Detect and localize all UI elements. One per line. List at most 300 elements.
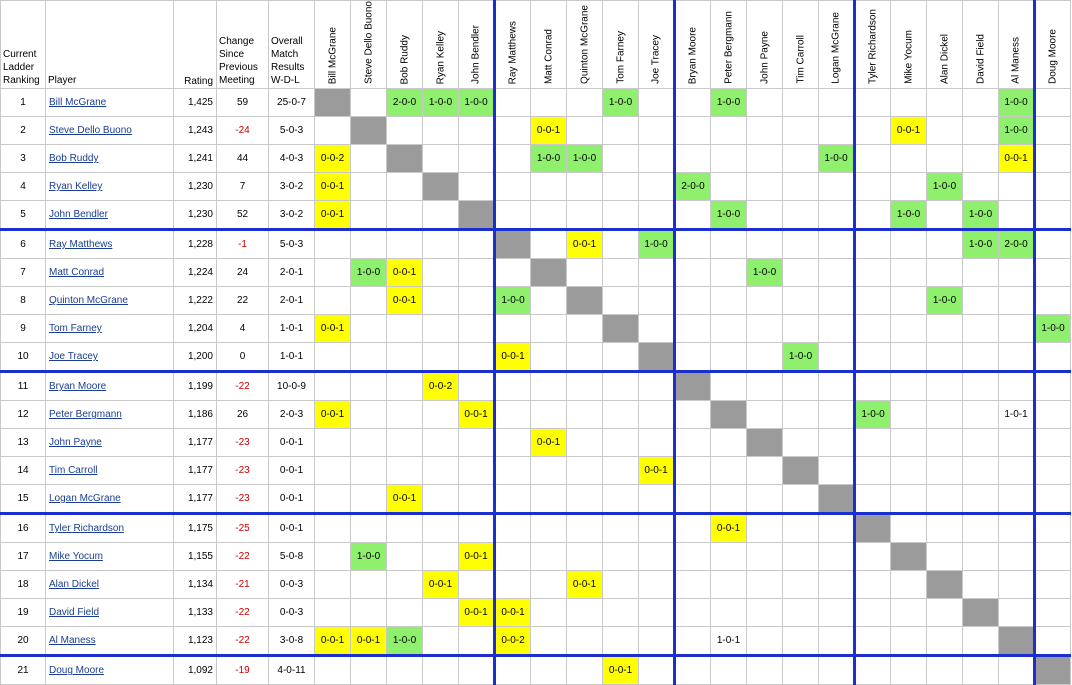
empty-cell <box>423 656 459 685</box>
empty-cell <box>891 343 927 372</box>
empty-cell <box>855 259 891 287</box>
match-result-cell: 1-0-0 <box>999 89 1035 117</box>
empty-cell <box>963 543 999 571</box>
opponent-name: Ryan Kelley <box>435 30 446 84</box>
empty-cell <box>495 259 531 287</box>
empty-cell <box>351 173 387 201</box>
empty-cell <box>963 259 999 287</box>
empty-cell <box>999 372 1035 401</box>
empty-cell <box>495 514 531 543</box>
player-link[interactable]: Ryan Kelley <box>49 181 103 192</box>
player-link[interactable]: Tom Farney <box>49 323 102 334</box>
rank-cell: 18 <box>1 571 46 599</box>
empty-cell <box>675 145 711 173</box>
empty-cell <box>927 429 963 457</box>
empty-cell <box>711 145 747 173</box>
player-cell <box>46 627 174 656</box>
player-link[interactable]: Peter Bergmann <box>49 409 122 420</box>
self-match-cell <box>711 401 747 429</box>
empty-cell <box>567 543 603 571</box>
opponent-header <box>675 1 711 89</box>
empty-cell <box>819 514 855 543</box>
empty-cell <box>783 372 819 401</box>
self-match-cell <box>351 117 387 145</box>
match-result-cell: 1-0-0 <box>927 173 963 201</box>
empty-cell <box>963 343 999 372</box>
empty-cell <box>747 457 783 485</box>
empty-cell <box>819 656 855 685</box>
empty-cell <box>999 514 1035 543</box>
opponent-header <box>315 1 351 89</box>
record-cell: 0-0-1 <box>269 429 315 457</box>
empty-cell <box>963 514 999 543</box>
empty-cell <box>783 315 819 343</box>
player-link[interactable]: Tim Carroll <box>49 465 98 476</box>
empty-cell <box>711 259 747 287</box>
empty-cell <box>495 485 531 514</box>
empty-cell <box>603 117 639 145</box>
empty-cell <box>927 230 963 259</box>
empty-cell <box>567 599 603 627</box>
empty-cell <box>567 372 603 401</box>
empty-cell <box>783 627 819 656</box>
rating-cell: 1,241 <box>174 145 217 173</box>
header-row <box>1 1 1071 89</box>
opponent-name: Mike Yocum <box>903 30 914 84</box>
opponent-header <box>351 1 387 89</box>
empty-cell <box>819 627 855 656</box>
empty-cell <box>567 429 603 457</box>
opponent-header <box>999 1 1035 89</box>
empty-cell <box>963 117 999 145</box>
empty-cell <box>855 457 891 485</box>
empty-cell <box>639 315 675 343</box>
empty-cell <box>855 287 891 315</box>
rank-cell: 15 <box>1 485 46 514</box>
empty-cell <box>783 485 819 514</box>
record-cell: 3-0-2 <box>269 173 315 201</box>
empty-cell <box>999 656 1035 685</box>
self-match-cell <box>1035 656 1071 685</box>
empty-cell <box>1035 429 1071 457</box>
table-row <box>1 599 1071 627</box>
player-cell <box>46 571 174 599</box>
empty-cell <box>675 343 711 372</box>
self-match-cell <box>999 627 1035 656</box>
empty-cell <box>495 117 531 145</box>
record-cell: 0-0-1 <box>269 514 315 543</box>
empty-cell <box>495 201 531 230</box>
empty-cell <box>387 429 423 457</box>
empty-cell <box>1035 485 1071 514</box>
player-link[interactable]: Ray Matthews <box>49 239 113 250</box>
empty-cell <box>567 89 603 117</box>
empty-cell <box>891 429 927 457</box>
empty-cell <box>459 259 495 287</box>
self-match-cell <box>423 173 459 201</box>
empty-cell <box>819 429 855 457</box>
empty-cell <box>1035 287 1071 315</box>
empty-cell <box>603 429 639 457</box>
empty-cell <box>855 117 891 145</box>
empty-cell <box>531 89 567 117</box>
player-cell <box>46 457 174 485</box>
empty-cell <box>927 627 963 656</box>
empty-cell <box>891 401 927 429</box>
empty-cell <box>603 287 639 315</box>
match-result-cell: 0-0-1 <box>711 514 747 543</box>
change-cell: -23 <box>217 429 269 457</box>
empty-cell <box>1035 173 1071 201</box>
empty-cell <box>639 429 675 457</box>
empty-cell <box>963 627 999 656</box>
player-link[interactable]: Bryan Moore <box>49 381 107 392</box>
empty-cell <box>819 230 855 259</box>
opponent-name: Quinton McGrane <box>579 5 590 84</box>
empty-cell <box>315 543 351 571</box>
empty-cell <box>423 315 459 343</box>
self-match-cell <box>495 230 531 259</box>
match-result-cell: 0-0-1 <box>423 571 459 599</box>
match-result-cell: 0-0-1 <box>459 599 495 627</box>
empty-cell <box>927 401 963 429</box>
player-cell <box>46 201 174 230</box>
empty-cell <box>711 485 747 514</box>
self-match-cell <box>387 145 423 173</box>
empty-cell <box>423 343 459 372</box>
empty-cell <box>999 343 1035 372</box>
empty-cell <box>351 571 387 599</box>
player-cell <box>46 372 174 401</box>
empty-cell <box>999 571 1035 599</box>
empty-cell <box>747 230 783 259</box>
empty-cell <box>315 514 351 543</box>
empty-cell <box>567 485 603 514</box>
self-match-cell <box>927 571 963 599</box>
rank-cell: 14 <box>1 457 46 485</box>
empty-cell <box>351 656 387 685</box>
opponent-header <box>1035 1 1071 89</box>
empty-cell <box>891 287 927 315</box>
record-cell: 0-0-1 <box>269 457 315 485</box>
self-match-cell <box>603 315 639 343</box>
match-result-cell: 1-0-1 <box>711 627 747 656</box>
match-result-cell: 0-0-2 <box>315 145 351 173</box>
player-link[interactable]: Bob Ruddy <box>49 153 99 164</box>
empty-cell <box>711 656 747 685</box>
match-result-cell: 1-0-0 <box>711 89 747 117</box>
match-result-cell: 1-0-0 <box>783 343 819 372</box>
rank-cell: 10 <box>1 343 46 372</box>
empty-cell <box>567 656 603 685</box>
opponent-name: David Field <box>975 33 986 84</box>
opponent-name: Joe Tracey <box>650 35 662 84</box>
rank-cell: 11 <box>1 372 46 401</box>
empty-cell <box>387 173 423 201</box>
empty-cell <box>531 571 567 599</box>
self-match-cell <box>891 543 927 571</box>
empty-cell <box>747 117 783 145</box>
empty-cell <box>999 429 1035 457</box>
empty-cell <box>783 230 819 259</box>
record-cell: 0-0-1 <box>269 485 315 514</box>
player-link[interactable]: Doug Moore <box>49 665 105 676</box>
rating-cell: 1,222 <box>174 287 217 315</box>
empty-cell <box>351 287 387 315</box>
record-cell: 2-0-3 <box>269 401 315 429</box>
opponent-header <box>639 1 675 89</box>
empty-cell <box>999 201 1035 230</box>
empty-cell <box>1035 117 1071 145</box>
empty-cell <box>603 401 639 429</box>
empty-cell <box>351 514 387 543</box>
player-cell <box>46 315 174 343</box>
player-cell <box>46 429 174 457</box>
empty-cell <box>351 343 387 372</box>
empty-cell <box>603 173 639 201</box>
record-cell: 5-0-3 <box>269 117 315 145</box>
empty-cell <box>423 514 459 543</box>
empty-cell <box>459 514 495 543</box>
player-link[interactable]: Quinton McGrane <box>49 295 128 306</box>
player-cell <box>46 599 174 627</box>
rank-cell: 13 <box>1 429 46 457</box>
empty-cell <box>675 485 711 514</box>
record-cell: 1-0-1 <box>269 315 315 343</box>
empty-cell <box>351 401 387 429</box>
player-cell <box>46 173 174 201</box>
change-cell: 22 <box>217 287 269 315</box>
record-cell: 5-0-3 <box>269 230 315 259</box>
empty-cell <box>927 372 963 401</box>
change-cell: -21 <box>217 571 269 599</box>
player-cell <box>46 230 174 259</box>
empty-cell <box>639 627 675 656</box>
empty-cell <box>783 173 819 201</box>
table-row <box>1 145 1071 173</box>
empty-cell <box>855 372 891 401</box>
empty-cell <box>675 656 711 685</box>
rating-cell: 1,200 <box>174 343 217 372</box>
self-match-cell <box>531 259 567 287</box>
rank-cell: 12 <box>1 401 46 429</box>
match-result-cell: 1-0-0 <box>711 201 747 230</box>
player-link[interactable]: Logan McGrane <box>49 493 121 504</box>
empty-cell <box>387 543 423 571</box>
player-cell <box>46 656 174 685</box>
match-result-cell: 0-0-1 <box>567 230 603 259</box>
empty-cell <box>819 89 855 117</box>
empty-cell <box>387 372 423 401</box>
table-row <box>1 543 1071 571</box>
empty-cell <box>891 514 927 543</box>
empty-cell <box>1035 145 1071 173</box>
opponent-header <box>747 1 783 89</box>
rating-cell: 1,133 <box>174 599 217 627</box>
player-cell <box>46 117 174 145</box>
rating-cell: 1,230 <box>174 201 217 230</box>
empty-cell <box>603 201 639 230</box>
empty-cell <box>891 627 927 656</box>
player-cell <box>46 287 174 315</box>
empty-cell <box>891 173 927 201</box>
empty-cell <box>459 571 495 599</box>
empty-cell <box>459 656 495 685</box>
empty-cell <box>675 429 711 457</box>
opponent-name: Alan Dickel <box>939 33 950 84</box>
empty-cell <box>747 173 783 201</box>
empty-cell <box>315 343 351 372</box>
rank-cell: 1 <box>1 89 46 117</box>
empty-cell <box>531 230 567 259</box>
empty-cell <box>639 173 675 201</box>
empty-cell <box>855 627 891 656</box>
empty-cell <box>603 372 639 401</box>
change-cell: -22 <box>217 543 269 571</box>
empty-cell <box>315 372 351 401</box>
record-cell: 3-0-2 <box>269 201 315 230</box>
empty-cell <box>531 343 567 372</box>
rating-cell: 1,228 <box>174 230 217 259</box>
empty-cell <box>603 259 639 287</box>
change-cell: 0 <box>217 343 269 372</box>
change-cell: 44 <box>217 145 269 173</box>
match-result-cell: 0-0-1 <box>531 429 567 457</box>
match-result-cell: 1-0-0 <box>351 543 387 571</box>
empty-cell <box>819 543 855 571</box>
empty-cell <box>855 89 891 117</box>
opponent-header <box>423 1 459 89</box>
player-link[interactable]: Tyler Richardson <box>49 523 125 534</box>
player-link[interactable]: Joe Tracey <box>49 351 98 362</box>
match-result-cell: 1-0-0 <box>351 259 387 287</box>
player-link[interactable]: Matt Conrad <box>49 267 105 278</box>
match-result-cell: 0-0-1 <box>315 201 351 230</box>
rating-cell: 1,204 <box>174 315 217 343</box>
empty-cell <box>639 514 675 543</box>
player-cell <box>46 259 174 287</box>
empty-cell <box>603 543 639 571</box>
player-header: Player <box>46 1 174 89</box>
empty-cell <box>819 117 855 145</box>
change-cell: -1 <box>217 230 269 259</box>
empty-cell <box>783 401 819 429</box>
match-result-cell: 0-0-1 <box>639 457 675 485</box>
player-link[interactable]: Bill McGrane <box>49 97 107 108</box>
empty-cell <box>675 287 711 315</box>
opponent-name: Al Maness <box>1010 37 1022 84</box>
empty-cell <box>855 230 891 259</box>
match-result-cell: 0-0-1 <box>459 543 495 571</box>
empty-cell <box>855 173 891 201</box>
empty-cell <box>675 401 711 429</box>
empty-cell <box>819 401 855 429</box>
match-result-cell: 1-0-0 <box>1035 315 1071 343</box>
empty-cell <box>423 401 459 429</box>
empty-cell <box>459 372 495 401</box>
empty-cell <box>783 89 819 117</box>
empty-cell <box>891 89 927 117</box>
empty-cell <box>675 117 711 145</box>
empty-cell <box>387 599 423 627</box>
player-cell <box>46 89 174 117</box>
record-cell: 5-0-8 <box>269 543 315 571</box>
table-row <box>1 571 1071 599</box>
rank-cell: 8 <box>1 287 46 315</box>
empty-cell <box>963 485 999 514</box>
empty-cell <box>855 571 891 599</box>
empty-cell <box>891 230 927 259</box>
player-link[interactable]: Al Maness <box>49 635 96 646</box>
record-cell: 2-0-1 <box>269 287 315 315</box>
empty-cell <box>711 543 747 571</box>
change-cell: -23 <box>217 457 269 485</box>
empty-cell <box>963 89 999 117</box>
empty-cell <box>855 315 891 343</box>
empty-cell <box>351 145 387 173</box>
empty-cell <box>855 145 891 173</box>
empty-cell <box>423 543 459 571</box>
self-match-cell <box>675 372 711 401</box>
empty-cell <box>783 543 819 571</box>
empty-cell <box>531 173 567 201</box>
empty-cell <box>351 485 387 514</box>
table-row <box>1 401 1071 429</box>
opponent-name: Tim Carroll <box>795 35 806 84</box>
empty-cell <box>927 117 963 145</box>
rating-cell: 1,177 <box>174 485 217 514</box>
change-header: Change Since Previous Meeting <box>217 1 269 89</box>
empty-cell <box>783 145 819 173</box>
empty-cell <box>927 343 963 372</box>
empty-cell <box>387 514 423 543</box>
match-result-cell: 1-0-0 <box>747 259 783 287</box>
empty-cell <box>639 543 675 571</box>
empty-cell <box>891 315 927 343</box>
empty-cell <box>783 656 819 685</box>
table-row <box>1 173 1071 201</box>
empty-cell <box>675 230 711 259</box>
match-result-cell: 1-0-0 <box>423 89 459 117</box>
empty-cell <box>567 343 603 372</box>
player-link[interactable]: Steve Dello Buono <box>49 125 132 136</box>
empty-cell <box>999 599 1035 627</box>
player-link[interactable]: John Payne <box>49 437 102 448</box>
empty-cell <box>495 89 531 117</box>
match-result-cell: 1-0-0 <box>459 89 495 117</box>
player-link[interactable]: Alan Dickel <box>49 579 100 590</box>
player-link[interactable]: John Bendler <box>49 209 108 220</box>
match-result-cell: 0-0-2 <box>423 372 459 401</box>
empty-cell <box>495 401 531 429</box>
rank-cell: 4 <box>1 173 46 201</box>
empty-cell <box>459 429 495 457</box>
empty-cell <box>855 543 891 571</box>
empty-cell <box>423 287 459 315</box>
empty-cell <box>495 173 531 201</box>
rank-cell: 20 <box>1 627 46 656</box>
player-link[interactable]: Mike Yocum <box>49 551 103 562</box>
empty-cell <box>747 89 783 117</box>
player-link[interactable]: David Field <box>49 607 100 618</box>
empty-cell <box>675 457 711 485</box>
empty-cell <box>639 201 675 230</box>
opponent-header <box>567 1 603 89</box>
match-result-cell: 0-0-1 <box>459 401 495 429</box>
empty-cell <box>639 145 675 173</box>
empty-cell <box>711 429 747 457</box>
empty-cell <box>423 145 459 173</box>
